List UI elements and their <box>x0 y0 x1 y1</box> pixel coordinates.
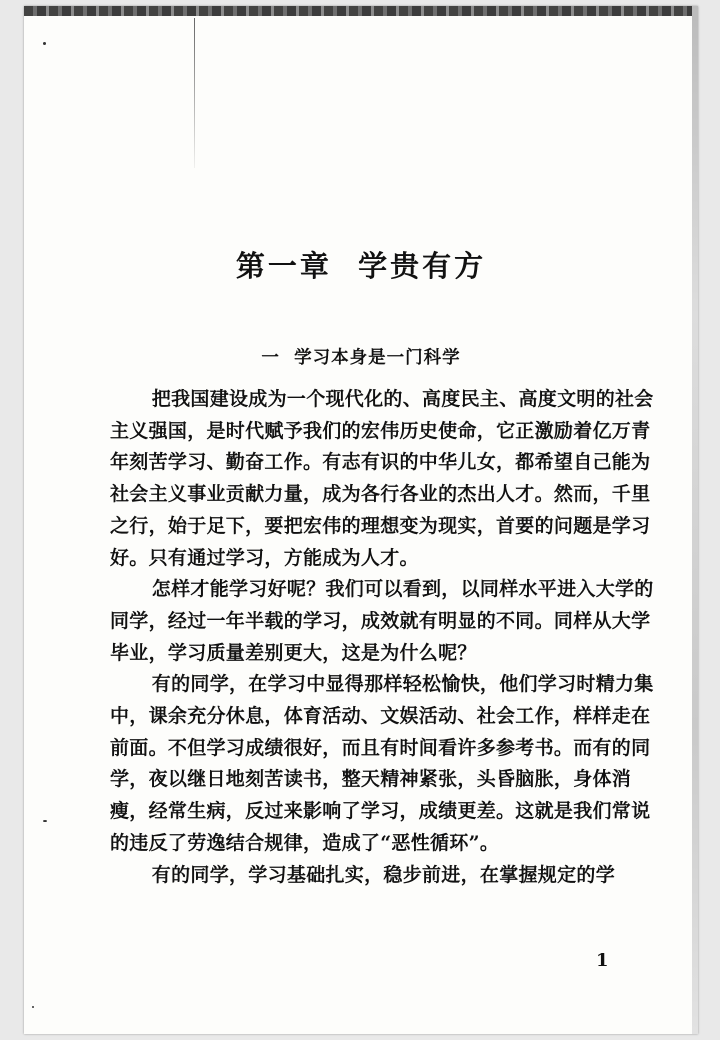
paragraph: 把我国建设成为一个现代化的、高度民主、高度文明的社会主义强国，是时代赋予我们的宏伟历史使命，它正激励着亿万青年刻苦学习、勤奋工作。有志有识的中华儿女，都希望自己能为社会主义事业贡献力量，成为各行各业的杰出人才。然而，千里之行，始于足下，要把宏伟的理想变为现实，首要的问题是学习好。只有通过学习，方能成为人才。 <box>110 388 654 569</box>
section-title: 一 学习本身是一门科学 <box>261 348 461 368</box>
scan-edge-top <box>24 6 698 16</box>
book-page <box>24 6 698 1034</box>
scan-speck <box>43 820 47 822</box>
scan-edge-right <box>692 6 698 1034</box>
paragraph: 有的同学，学习基础扎实，稳步前进，在掌握规定的学 <box>151 863 615 886</box>
paragraph: 有的同学，在学习中显得那样轻松愉快，他们学习时精力集中，课余充分休息，体育活动、文娱活动、社会工作，样样走在前面。不但学习成绩很好，而且有时间看许多参考书。而有的同学，夜以继日地刻苦读书，整天精神紧张，头昏脑胀，身体消瘦，经常生病，反过来影响了学习，成绩更差。这就是我们常说的违反了劳逸结合规律，造成了“恶性循环”。 <box>110 673 654 854</box>
body-text <box>110 384 666 891</box>
paragraph: 怎样才能学习好呢？我们可以看到，以同样水平进入大学的同学，经过一年半载的学习，成效就有明显的不同。同样从大学毕业，学习质量差别更大，这是为什么呢？ <box>110 578 654 664</box>
chapter-title: 第一章 学贵有方 <box>235 249 487 283</box>
scan-speck <box>32 1006 34 1008</box>
scan-speck <box>43 42 46 45</box>
page-number: 1 <box>596 950 609 971</box>
page-fold-line <box>194 18 195 168</box>
